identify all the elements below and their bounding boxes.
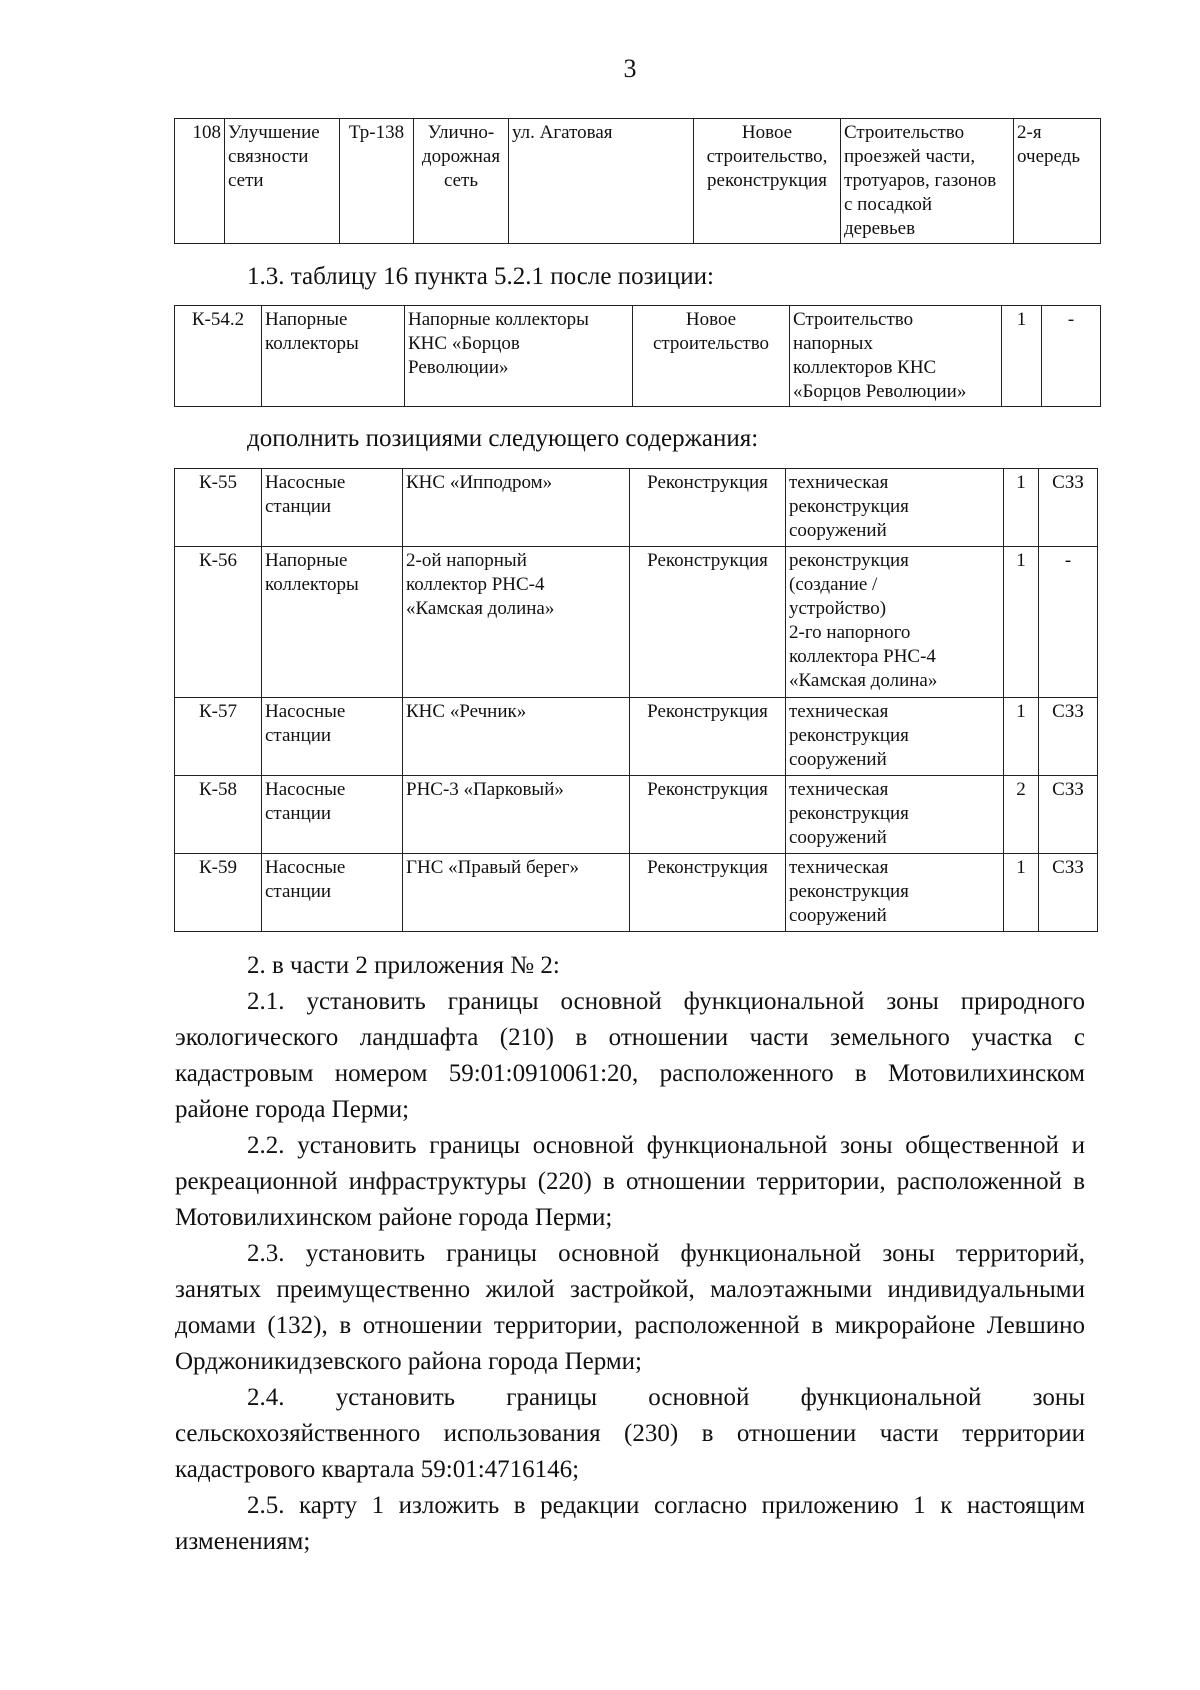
table-row <box>175 698 1098 776</box>
cell-line: КНС «Борцов <box>408 333 520 354</box>
position-code: К-56 <box>175 547 262 698</box>
cell-line: коллектора РНС-4 <box>789 646 936 667</box>
object-type <box>262 776 403 854</box>
action-type: Реконструкция <box>630 547 786 698</box>
description <box>786 547 1004 698</box>
cell-line: Строительство <box>793 309 914 330</box>
action-type: Реконструкция <box>630 698 786 776</box>
zone: - <box>1042 306 1101 407</box>
priority: 1 <box>1004 469 1039 547</box>
section-2-item: 2.4. установить границы основной функциональной зоны сельскохозяйственного использования (230) в отношении части территории кадастрового квартала 59:01:4716146; <box>175 1384 1085 1483</box>
cell-line: «Борцов Революции» <box>793 381 967 402</box>
queue <box>1014 119 1101 244</box>
description <box>841 119 1014 244</box>
cell-line: КНС «Ипподром» <box>406 472 553 493</box>
object-type <box>262 469 403 547</box>
cell-line: коллекторы <box>265 333 359 354</box>
action-type: Реконструкция <box>630 469 786 547</box>
project-code: Тр-138 <box>340 119 414 244</box>
cell-line: сооружений <box>789 520 887 541</box>
table-row <box>175 306 1101 407</box>
cell-line: связности <box>228 146 309 167</box>
cell-line: дорожная <box>421 146 501 167</box>
object-type <box>414 119 509 244</box>
section-2-item: 2.1. установить границы основной функциональной зоны природного экологического ландшафта (210) в отношении части земельного участка с кадастровым номером 59:01:0910061:20, расположенного в Мотовилихинском районе города Перми; <box>175 988 1085 1123</box>
cell-line: очередь <box>1017 146 1081 167</box>
cell-line: реконструкция <box>707 170 827 191</box>
description <box>790 306 1002 407</box>
cell-line: станции <box>265 725 332 746</box>
object-type <box>262 547 403 698</box>
object-name <box>403 854 630 932</box>
priority: 1 <box>1004 698 1039 776</box>
cell-line: техническая <box>789 701 889 722</box>
cell-line: техническая <box>789 472 889 493</box>
cell-line: станции <box>265 881 332 902</box>
zone: СЗЗ <box>1039 469 1098 547</box>
cell-line: «Камская долина» <box>789 670 938 691</box>
section-2-item: 2.2. установить границы основной функциональной зоны общественной и рекреационной инфраструктуры (220) в отношении территории, расположенной в Мотовилихинском районе города Перми; <box>175 1132 1085 1231</box>
object-type <box>262 306 405 407</box>
cell-line: (создание / <box>789 574 878 595</box>
row-number: 108 <box>175 119 225 244</box>
cell-line: реконструкция <box>789 725 909 746</box>
section-2-item: 2.3. установить границы основной функциональной зоны территорий, занятых преимущественно жилой застройкой, малоэтажными индивидуальными домами (132), в отношении территории, расположенной в микрорайоне Левшино Орджоникидзевского района города Перми; <box>175 1240 1085 1375</box>
cell-line: «Камская долина» <box>406 598 555 619</box>
cell-line: Насосные <box>265 701 346 722</box>
cell-line: тротуаров, газонов <box>844 170 997 191</box>
cell-line: проезжей части, <box>844 146 976 167</box>
project-name <box>225 119 340 244</box>
location: ул. Агатовая <box>509 119 694 244</box>
position-code: К-57 <box>175 698 262 776</box>
cell-line: с посадкой <box>844 194 933 215</box>
priority: 1 <box>1004 547 1039 698</box>
object-name <box>403 698 630 776</box>
priority: 1 <box>1004 854 1039 932</box>
zone: СЗЗ <box>1039 854 1098 932</box>
cell-line: реконструкция <box>789 881 909 902</box>
cell-line: сети <box>228 170 264 191</box>
cell-line: техническая <box>789 779 889 800</box>
object-name <box>403 469 630 547</box>
object-name <box>405 306 633 407</box>
cell-line: реконструкция <box>789 550 909 571</box>
table-row <box>175 776 1098 854</box>
position-table <box>174 305 1101 407</box>
action-type: Реконструкция <box>630 776 786 854</box>
cell-line: устройство) <box>789 598 887 619</box>
position-code: К-54.2 <box>175 306 262 407</box>
table-row <box>175 469 1098 547</box>
priority: 1 <box>1002 306 1042 407</box>
position-code: К-58 <box>175 776 262 854</box>
position-code: К-59 <box>175 854 262 932</box>
cell-line: Напорные коллекторы <box>408 309 589 330</box>
cell-line: коллектор РНС-4 <box>406 574 545 595</box>
cell-line: коллекторов КНС <box>793 357 937 378</box>
cell-line: 2-я <box>1017 122 1042 143</box>
cell-line: напорных <box>793 333 873 354</box>
cell-line: коллекторы <box>265 574 359 595</box>
heading-add-positions: дополнить позициями следующего содержания: <box>247 425 759 452</box>
description <box>786 698 1004 776</box>
priority: 2 <box>1004 776 1039 854</box>
table-row <box>175 119 1101 244</box>
object-type <box>262 698 403 776</box>
cell-line: ГНС «Правый берег» <box>406 857 580 878</box>
transport-table <box>174 118 1101 244</box>
cell-line: техническая <box>789 857 889 878</box>
cell-line: Строительство <box>844 122 965 143</box>
zone: - <box>1039 547 1098 698</box>
cell-line: сооружений <box>789 749 887 770</box>
cell-line: Насосные <box>265 857 346 878</box>
cell-line: строительство <box>652 333 770 354</box>
cell-line: Напорные <box>265 550 348 571</box>
cell-line: КНС «Речник» <box>406 701 527 722</box>
cell-line: деревьев <box>844 218 916 239</box>
cell-line: реконструкция <box>789 803 909 824</box>
table-row <box>175 854 1098 932</box>
heading-1-3: 1.3. таблицу 16 пункта 5.2.1 после позиции: <box>247 263 714 290</box>
description <box>786 469 1004 547</box>
description <box>786 854 1004 932</box>
action-type <box>694 119 841 244</box>
section-2-intro: 2. в части 2 приложения № 2: <box>247 952 560 979</box>
table-row <box>175 547 1098 698</box>
object-name <box>403 776 630 854</box>
zone: СЗЗ <box>1039 776 1098 854</box>
description <box>786 776 1004 854</box>
position-code: К-55 <box>175 469 262 547</box>
cell-line: Насосные <box>265 472 346 493</box>
cell-line: сеть <box>443 170 479 191</box>
cell-line: 2-ой напорный <box>406 550 527 571</box>
section-2-text <box>175 948 1085 1560</box>
cell-line: 2-го напорного <box>789 622 911 643</box>
cell-line: Революции» <box>408 357 509 378</box>
action-type <box>633 306 790 407</box>
cell-line: РНС-3 «Парковый» <box>406 779 564 800</box>
action-type: Реконструкция <box>630 854 786 932</box>
section-2-item: 2.5. карту 1 изложить в редакции согласно приложению 1 к настоящим изменениям; <box>175 1492 1085 1555</box>
cell-line: реконструкция <box>789 496 909 517</box>
page-number: 3 <box>623 54 637 83</box>
cell-line: Насосные <box>265 779 346 800</box>
added-positions-table <box>174 468 1098 932</box>
zone: СЗЗ <box>1039 698 1098 776</box>
cell-line: Новое <box>741 122 793 143</box>
cell-line: Новое <box>685 309 737 330</box>
cell-line: станции <box>265 803 332 824</box>
cell-line: Улучшение <box>228 122 320 143</box>
object-name <box>403 547 630 698</box>
cell-line: Улично- <box>427 122 495 143</box>
object-type <box>262 854 403 932</box>
cell-line: станции <box>265 496 332 517</box>
cell-line: Напорные <box>265 309 348 330</box>
cell-line: сооружений <box>789 827 887 848</box>
cell-line: строительство, <box>706 146 828 167</box>
cell-line: сооружений <box>789 905 887 926</box>
